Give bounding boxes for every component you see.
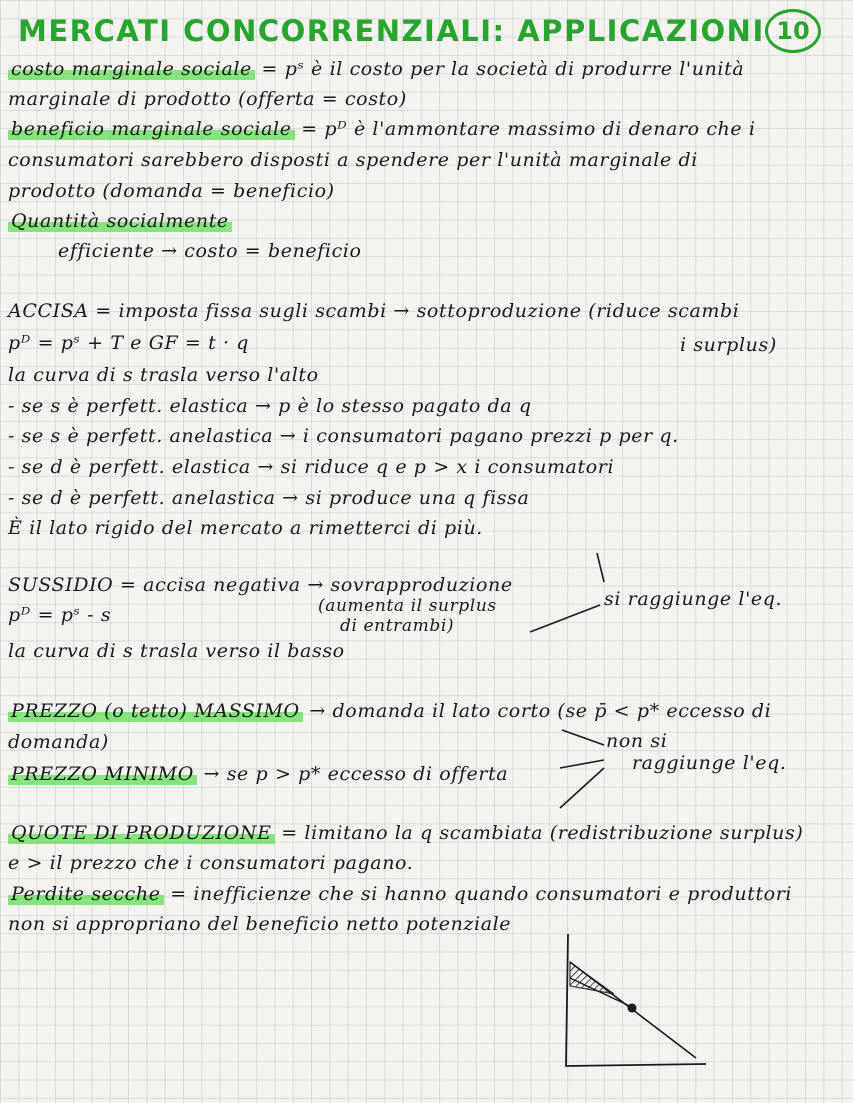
costo-def: = pˢ è il costo per la società di produrre l'unità [261, 58, 745, 80]
accisa-bullet-3: - se d è perfett. elastica → si riduce q e p > x i consumatori [8, 456, 615, 478]
prezzo-max-term: PREZZO (o tetto) MASSIMO [8, 700, 303, 722]
quote-line-2: e > il prezzo che i consumatori pagano. [8, 852, 414, 874]
efficienza-term: Quantità socialmente [8, 210, 232, 232]
sussidio-line-1: SUSSIDIO = accisa negativa → sovrapproduzione [8, 574, 513, 596]
accisa-bullet-2: - se s è perfett. anelastica → i consumatori pagano prezzi p per q. [8, 425, 679, 447]
costo-line-2: marginale di prodotto (offerta = costo) [8, 88, 407, 110]
page-title: MERCATI CONCORRENZIALI: APPLICAZIONI [18, 14, 765, 48]
prezzo-min-def: → se p > p* eccesso di offerta [203, 763, 509, 785]
accisa-conclusion: È il lato rigido del mercato a rimetterci di più. [8, 517, 483, 539]
sketch-deadweight-area [570, 962, 614, 994]
sussidio-bracket-top [597, 553, 604, 582]
quote-term: QUOTE DI PRODUZIONE [8, 822, 275, 844]
accisa-bullet-1: - se s è perfett. elastica → p è lo stesso pagato da q [8, 395, 532, 417]
sussidio-line-3: la curva di s trasla verso il basso [8, 640, 345, 662]
sussidio-surplus-note: (aumenta il surplus [318, 596, 497, 616]
accisa-bullet-4: - se d è perfett. anelastica → si produce una q fissa [8, 487, 530, 509]
accisa-surplus-note: i surplus) [680, 334, 777, 356]
beneficio-def: = pᴰ è l'ammontare massimo di denaro che i [301, 118, 756, 140]
accisa-line-1: ACCISA = imposta fissa sugli scambi → sottoproduzione (riduce scambi [8, 300, 740, 322]
perdite-term: Perdite secche [8, 883, 164, 905]
costo-term: costo marginale sociale [8, 58, 255, 80]
prezzo-max-def: → domanda il lato corto (se p̄ < p* eccesso di [309, 700, 772, 722]
efficienza-line: efficiente → costo = beneficio [58, 240, 362, 262]
sussidio-bracket-bottom [530, 605, 600, 632]
prezzo-bracket-top [562, 730, 604, 745]
prezzo-bracket-mid [560, 760, 604, 768]
prezzo-side-note-2: raggiunge l'eq. [632, 752, 787, 774]
sketch-axes [566, 934, 706, 1066]
prezzo-max-line-2: domanda) [8, 731, 109, 753]
beneficio-term: beneficio marginale sociale [8, 118, 295, 140]
page-number-badge: 10 [765, 9, 821, 53]
sussidio-formula: pᴰ = pˢ - s [8, 604, 112, 626]
sussidio-surplus-note-2: di entrambi) [340, 616, 455, 636]
beneficio-line-2: consumatori sarebbero disposti a spendere per l'unità marginale di [8, 149, 698, 171]
accisa-line-3: la curva di s trasla verso l'alto [8, 364, 319, 386]
accisa-formula: pᴰ = pˢ + T e GF = t · q [8, 332, 249, 354]
perdite-def: = inefficienze che si hanno quando consumatori e produttori [170, 883, 793, 905]
beneficio-line-3: prodotto (domanda = beneficio) [8, 180, 335, 202]
perdite-line-2: non si appropriano del beneficio netto potenziale [8, 913, 512, 935]
prezzo-bracket-bottom [560, 768, 604, 808]
sketch-equilibrium-point [628, 1004, 637, 1013]
sussidio-side-note: si raggiunge l'eq. [604, 588, 783, 610]
prezzo-side-note-1: non si [606, 730, 668, 752]
quote-def: = limitano la q scambiata (redistribuzione surplus) [281, 822, 804, 844]
deadweight-loss-sketch [556, 928, 716, 1078]
prezzo-min-term: PREZZO MINIMO [8, 763, 197, 785]
